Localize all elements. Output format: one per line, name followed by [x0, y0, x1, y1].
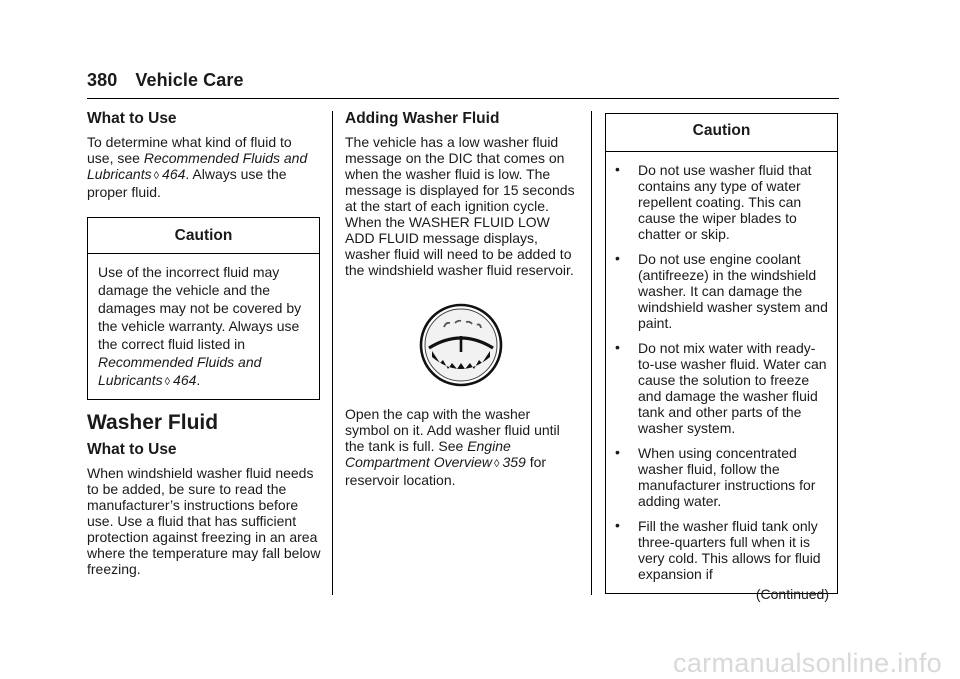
xref-page[interactable]: 464	[162, 166, 186, 182]
xref-engine-compartment[interactable]: Engine Compartment Overview	[345, 438, 511, 470]
list-item: • Do not use engine coolant (antifreeze) in the windshield washer. It can damage the windshield washer system and paint.	[615, 250, 828, 331]
caution-list-wrap	[606, 152, 837, 602]
column-divider-2	[591, 111, 592, 595]
header-rule	[87, 98, 839, 99]
right-column	[605, 113, 838, 602]
list-item: • Do not use washer fluid that contains any type of water repellent coating. This can cause the wiper blades to chatter or skip.	[615, 161, 812, 242]
washer-fluid-paragraph: When windshield washer fluid needs to be added, be sure to read the manufacturer’s instructions before use. Use a fluid that has sufficient protection against freezing in an area where the temperature may fall below freezing.	[87, 465, 321, 577]
section-title: Vehicle Care	[135, 70, 244, 90]
xref-arrow-icon: ◊	[153, 170, 160, 182]
caution-title-right: Caution	[606, 114, 837, 152]
page-number: 380	[87, 70, 118, 90]
adding-washer-fluid-heading: Adding Washer Fluid	[345, 110, 500, 127]
page-header	[87, 70, 244, 91]
left-column	[87, 111, 321, 577]
what-to-use-heading: What to Use	[87, 110, 177, 127]
caution-box-left	[87, 217, 320, 400]
xref-recommended-fluids[interactable]: Recommended Fluids and Lubricants	[87, 150, 308, 182]
bullet-icon: •	[615, 339, 620, 355]
bullet-icon: •	[615, 444, 620, 460]
xref-page-2[interactable]: 464	[173, 372, 197, 388]
caution-title: Caution	[88, 218, 319, 254]
adding-washer-paragraph: The vehicle has a low washer fluid message on the DIC that comes on when the washer fluid is low. The message is displayed for 15 seconds at the start of each ignition cycle. When the WASHER FLUID LOW ADD FLUID message displays, washer fluid will need to be added to the windshield washer fluid reservoir.	[345, 134, 575, 278]
intro-paragraph: To determine what kind of fluid to use, see Recommended Fluids and Lubricants ◊ 464. Always use the proper fluid.	[87, 134, 308, 200]
list-item: • Fill the washer fluid tank only three-quarters full when it is very cold. This allows for fluid expansion if	[615, 517, 821, 582]
bullet-icon: •	[615, 161, 620, 177]
caution-list	[606, 162, 829, 582]
xref-page-359[interactable]: 359	[502, 454, 526, 470]
list-item: • When using concentrated washer fluid, follow the manufacturer instructions for adding water.	[615, 444, 816, 509]
xref-arrow-icon: ◊	[494, 458, 500, 470]
column-divider-1	[332, 111, 333, 595]
xref-arrow-icon: ◊	[164, 376, 171, 388]
open-cap-paragraph: Open the cap with the washer symbol on it. Add washer fluid until the tank is full. See Engine Compartment Overview ◊ 359 for reservoir location.	[345, 406, 560, 488]
caution-body: Use of the incorrect fluid may damage the vehicle and the damages may not be covered by the vehicle warranty. Always use the correct fluid listed in Recommended Fluids and Lubricants ◊ 464.	[98, 264, 302, 388]
xref-recommended-fluids-2[interactable]: Recommended Fluids and Lubricants	[98, 354, 262, 388]
bullet-icon: •	[615, 517, 620, 533]
washer-fluid-title: Washer Fluid	[87, 411, 219, 434]
caution-box-right	[605, 113, 838, 602]
windshield-washer-symbol-icon	[419, 303, 503, 387]
continued-label: (Continued)	[755, 586, 829, 602]
what-to-use-heading-2: What to Use	[87, 441, 177, 458]
bullet-icon: •	[615, 250, 620, 266]
footer-watermark[interactable]: carmanualsonline.info	[673, 648, 942, 678]
list-item: • Do not mix water with ready-to-use washer fluid. Water can cause the solution to freeze and damage the washer fluid tank and other parts of the washer system.	[615, 339, 827, 436]
middle-column	[345, 111, 577, 488]
